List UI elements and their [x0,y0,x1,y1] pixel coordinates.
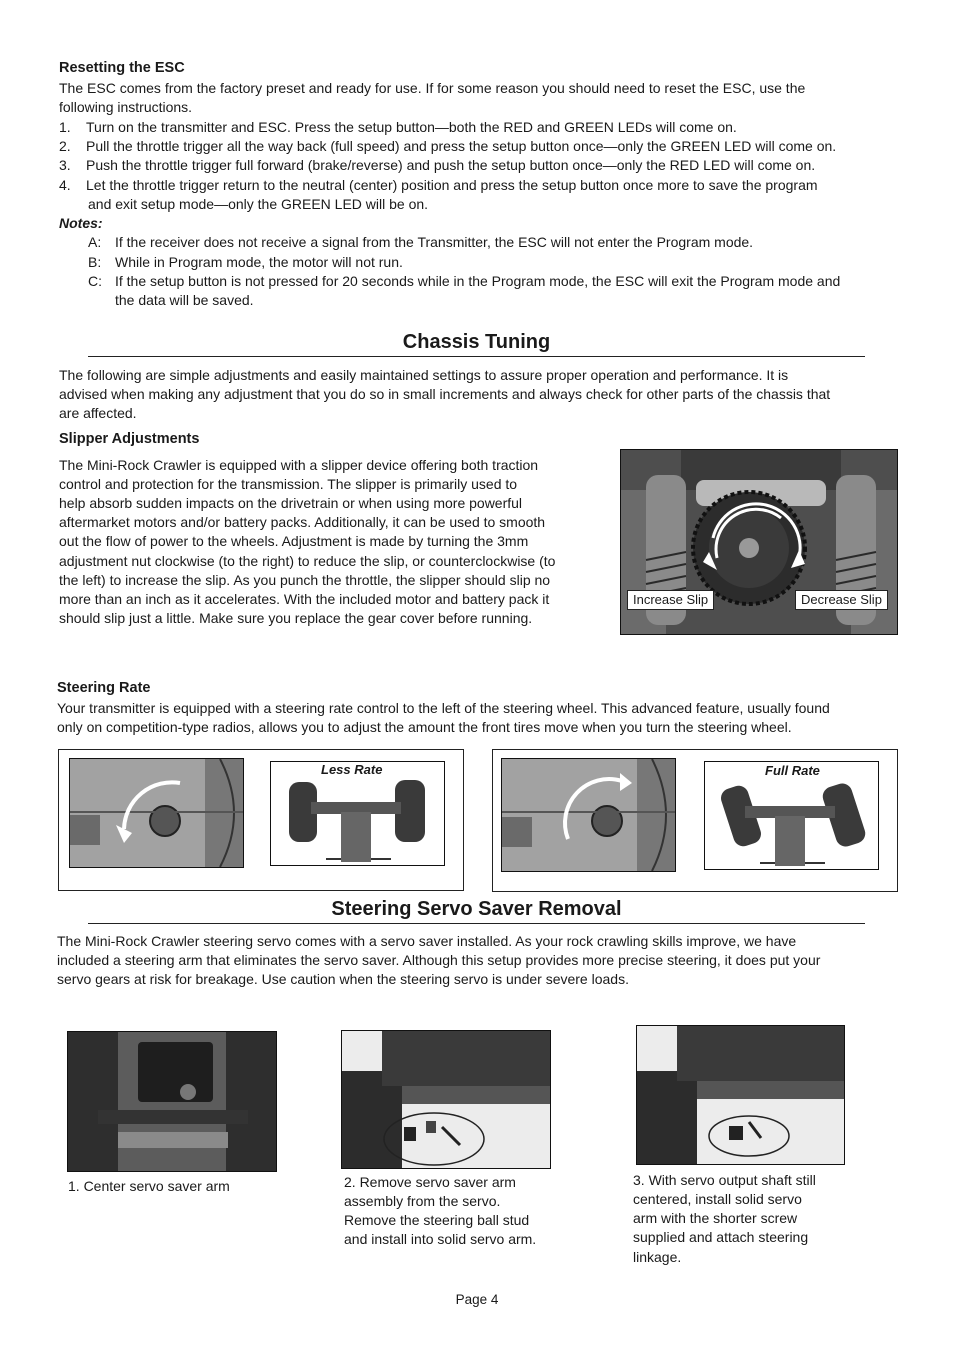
servo-intro-3: servo gears at risk for breakage. Use caution when the steering servo is under severe loads. [57,971,629,987]
notes-label: Notes: [59,215,103,231]
steering-rate-text-2: only on competition-type radios, allows you to adjust the amount the front tires move when you turn the steering wheel. [57,719,792,735]
chassis-intro-2: advised when making any adjustment that you do so in small increments and always check for other parts of the chassis that [59,386,831,402]
note-c-cont: the data will be saved. [115,292,254,308]
page-number: Page 4 [455,1292,499,1307]
steering-rate-heading: Steering Rate [57,680,151,696]
less-rate-figure [58,749,464,891]
esc-step-4-cont: and exit setup mode—only the GREEN LED will be on. [88,196,429,212]
servo-step1-photo [67,1031,277,1172]
esc-intro-line1: The ESC comes from the factory preset and ready for use. If for some reason you should need to reset the ESC, use the [59,80,806,96]
servo-intro-2: included a steering arm that eliminates the servo saver. Although this setup provides more precise steering, it does put your [57,952,821,968]
esc-intro-line2: following instructions. [59,99,193,115]
servo-step2-photo [341,1030,551,1169]
servo-step1-caption: 1. Center servo saver arm [68,1178,230,1194]
servo-title: Steering Servo Saver Removal [88,898,865,924]
servo-intro-1: The Mini-Rock Crawler steering servo comes with a servo saver installed. As your rock crawling skills improve, we have [57,933,797,949]
less-rate-label: Less Rate [321,762,383,777]
chassis-title: Chassis Tuning [88,331,865,357]
less-rate-truck-photo [270,761,445,866]
esc-heading: Resetting the ESC [59,60,185,76]
steering-rate-text-1: Your transmitter is equipped with a steering rate control to the left of the steering wheel. This advanced feature, usually found [57,700,830,716]
transmitter-dial-photo-less [69,758,244,868]
transmitter-dial-photo-full [501,758,676,872]
decrease-slip-label: Decrease Slip [795,590,888,610]
slipper-photo [620,449,898,635]
full-rate-truck-photo [704,761,879,870]
increase-slip-label: Increase Slip [627,590,714,610]
full-rate-figure [492,749,898,892]
chassis-intro-1: The following are simple adjustments and easily maintained settings to assure proper operation and performance. It is [59,367,789,383]
chassis-intro-3: are affected. [59,405,137,421]
slipper-heading: Slipper Adjustments [59,431,200,447]
full-rate-label: Full Rate [765,763,820,778]
servo-step3-photo [636,1025,845,1165]
